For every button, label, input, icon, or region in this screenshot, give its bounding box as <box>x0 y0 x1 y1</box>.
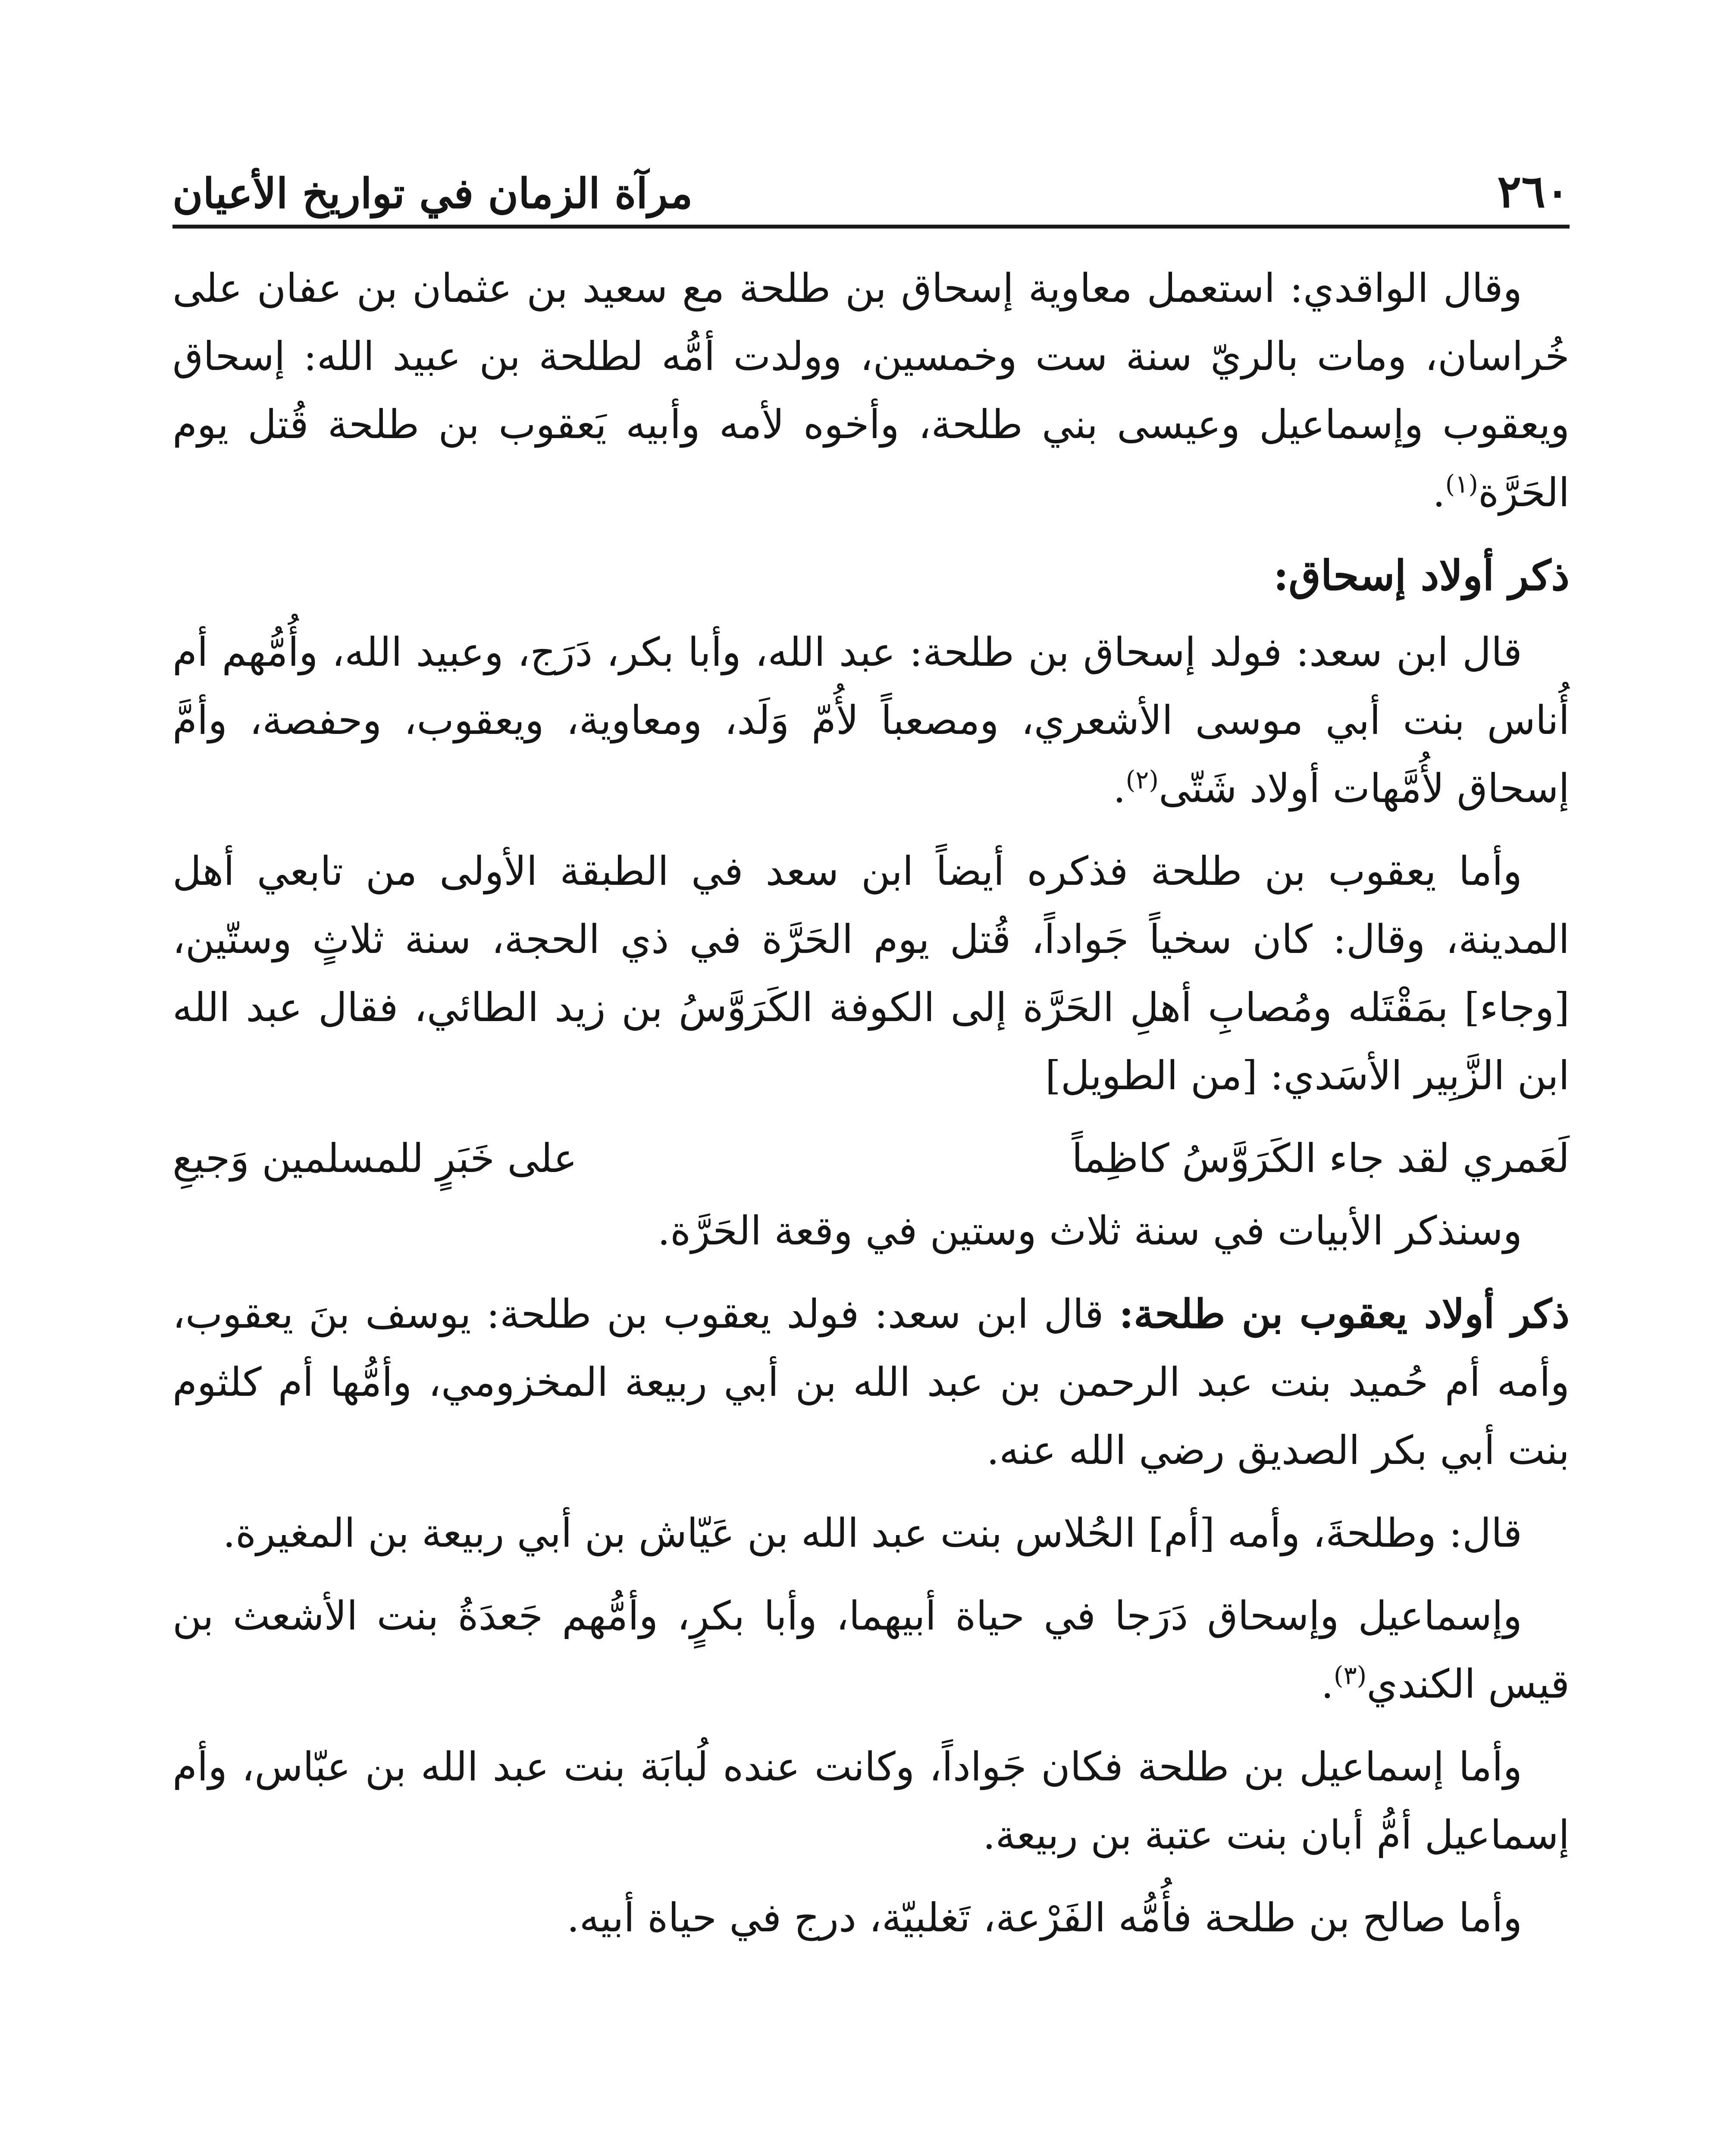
paragraph: قال: وطلحةَ، وأمه [أم] الحُلاس بنت عبد الله بن عَيّاش بن أبي ربيعة بن المغيرة. <box>223 1510 1522 1556</box>
paragraph-end: . <box>1432 470 1445 516</box>
paragraph-end: . <box>1321 1661 1334 1707</box>
paragraph: وأما صالح بن طلحة فأُمُّه الفَرْعة، تَغلبيّة، درج في حياة أبيه. <box>567 1895 1522 1941</box>
poetry-verse <box>172 1125 1570 1193</box>
paragraph: وأما يعقوب بن طلحة فذكره أيضاً ابن سعد في الطبقة الأولى من تابعي أهل المدينة، وقال: كان سخياً جَواداً، قُتل يوم الحَرَّة في ذي الحجة، سنة ثلاثٍ وستّين، [وجاء] بمَقْتَله ومُصابِ أهلِ الحَرَّة إلى الكوفة الكَرَوَّسُ بن زيد الطائي، فقال عبد الله ابن الزَّبِير الأسَدي: [من الطويل] <box>172 848 1570 1099</box>
paragraph-text: وإسماعيل وإسحاق دَرَجا في حياة أبيهما، وأبا بكرٍ، وأمُّهم جَعدَةُ بنت الأشعث بن قيس الكندي <box>172 1593 1570 1707</box>
verse-first-hemistich: لَعَمري لقد جاء الكَرَوَّسُ كاظِماً <box>1072 1135 1570 1181</box>
main-text <box>172 254 1570 1967</box>
footnote-ref: (٣) <box>1333 1661 1367 1690</box>
paragraph <box>172 1280 1570 1485</box>
paragraph <box>172 618 1570 823</box>
paragraph-text: قال ابن سعد: فولد يعقوب بن طلحة: يوسف بنَ يعقوب، وأمه أم حُميد بنت عبد الرحمن بن عبد الله بن أبي ربيعة المخزومي، وأمُّها أم كلثوم بنت أبي بكر الصديق رضي الله عنه. <box>172 1291 1570 1473</box>
footnote-ref: (١) <box>1445 469 1479 499</box>
paragraph-end: . <box>1113 765 1126 812</box>
page-header <box>172 129 1570 229</box>
paragraph-text: وقال الواقدي: استعمل معاوية إسحاق بن طلحة مع سعيد بن عثمان بن عفان على خُراسان، ومات بالريّ سنة ست وخمسين، وولدت أمُّه لطلحة بن عبيد الله: إسحاق ويعقوب وإسماعيل وعيسى بني طلحة، وأخوه لأمه وأبيه يَعقوب بن طلحة قُتل يوم الحَرَّة <box>172 265 1570 516</box>
footnote-ref: (٢) <box>1125 765 1159 795</box>
paragraph: وأما إسماعيل بن طلحة فكان جَواداً، وكانت عنده لُبابَة بنت عبد الله بن عبّاس، وأم إسماعيل أمُّ أبان بنت عتبة بن ربيعة. <box>172 1744 1570 1858</box>
paragraph <box>172 1582 1570 1718</box>
verse-note: وسنذكر الأبيات في سنة ثلاث وستين في وقعة الحَرَّة. <box>657 1208 1522 1254</box>
verse-second-hemistich: على خَبَرٍ للمسلمين وَجيعِ <box>172 1135 577 1181</box>
page-number: ٢٦٠ <box>1497 165 1570 218</box>
running-title: مرآة الزمان في تواريخ الأعيان <box>172 169 693 218</box>
paragraph <box>172 254 1570 527</box>
inline-heading: ذكر أولاد يعقوب بن طلحة: <box>1119 1291 1570 1337</box>
paragraph-text: قال ابن سعد: فولد إسحاق بن طلحة: عبد الله، وأبا بكر، دَرَج، وعبيد الله، وأُمُّهم أم أُناس بنت أبي موسى الأشعري، ومصعباً لأُمّ وَلَد، ومعاوية، ويعقوب، وحفصة، وأمَّ إسحاق لأُمَّهات أولاد شَتّى <box>172 629 1570 812</box>
section-heading: ذكر أولاد إسحاق: <box>1273 551 1570 600</box>
